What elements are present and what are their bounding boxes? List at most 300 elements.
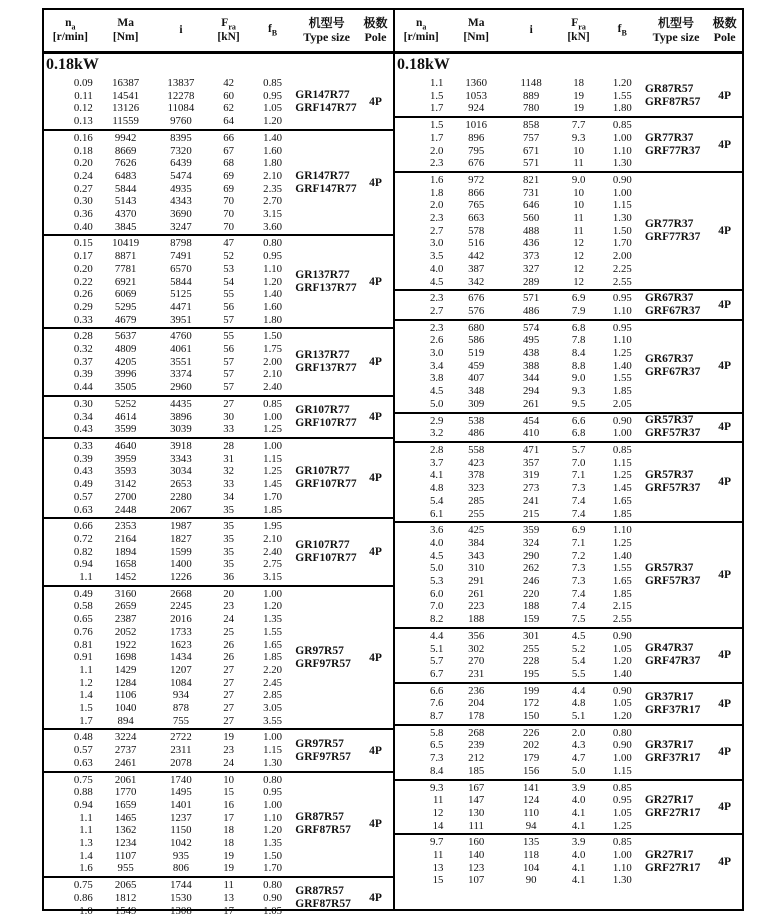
- fb-value: 1.55: [612, 562, 632, 575]
- na-value: 0.75: [73, 879, 93, 892]
- table-row: [395, 119, 645, 132]
- pole-value: 4P: [369, 275, 382, 288]
- fra-value: 35: [223, 503, 235, 516]
- i-value: 4935: [170, 182, 192, 195]
- pole-value: 4P: [369, 892, 382, 905]
- power-section-title: 0.18kW: [46, 56, 99, 73]
- na-value: 0.34: [73, 410, 93, 423]
- fra-value: 7.9: [571, 304, 586, 317]
- fra-value: 5.0: [571, 764, 586, 777]
- fb-value: 1.10: [263, 811, 283, 824]
- na-value: 8.2: [429, 613, 444, 626]
- i-value: 110: [523, 806, 540, 819]
- table-row: [395, 469, 645, 482]
- i-value: 1308: [170, 904, 192, 917]
- type-size-en: Type size: [303, 29, 351, 44]
- table-row: [395, 199, 645, 212]
- fra-value: 12: [573, 262, 584, 275]
- na-value: 2.6: [429, 334, 444, 347]
- na-value: 1.6: [429, 173, 444, 186]
- ma-value: 578: [468, 224, 485, 237]
- fb-value: 0.90: [612, 173, 632, 186]
- table-row: [395, 862, 645, 875]
- column-header-row: [395, 10, 742, 54]
- i-value: 2722: [170, 731, 192, 744]
- fb-value: 1.85: [612, 587, 632, 600]
- na-value: 0.30: [73, 195, 93, 208]
- i-value: 889: [523, 89, 540, 102]
- ma-value: 123: [468, 861, 485, 874]
- fb-value: 1.20: [263, 824, 283, 837]
- na-value: 0.17: [73, 250, 93, 263]
- fb-value: 3.15: [263, 208, 283, 221]
- fb-value: 2.20: [263, 663, 283, 676]
- i-value: 486: [523, 304, 540, 317]
- pole-en: Pole: [364, 29, 387, 44]
- fb-value: 1.10: [263, 262, 283, 275]
- fb-value: 1.35: [263, 613, 283, 626]
- table-row: [44, 744, 295, 757]
- table-row: [395, 334, 645, 347]
- fra-value: 7.1: [571, 536, 586, 549]
- fb-value: 2.10: [263, 368, 283, 381]
- table-row: [395, 537, 645, 550]
- fb-value: 2.85: [263, 689, 283, 702]
- ma-value: 255: [468, 507, 485, 520]
- fra-value: 17: [223, 904, 235, 917]
- na-value: 2.8: [429, 443, 444, 456]
- ma-value: 212: [468, 752, 485, 765]
- i-value: 359: [523, 524, 540, 537]
- table-row: [44, 301, 295, 314]
- i-value: 2245: [170, 600, 192, 613]
- ma-value: 407: [468, 372, 485, 385]
- pole-value: 4P: [718, 421, 732, 434]
- type-size-line: GRF97R57: [295, 750, 351, 763]
- fra-value: 9.0: [571, 173, 586, 186]
- na-value: 4.8: [429, 482, 444, 495]
- na-value: 0.30: [73, 397, 93, 410]
- pole-value: 4P: [718, 697, 732, 710]
- i-value: 118: [523, 849, 540, 862]
- ma-value: 160: [468, 836, 485, 849]
- i-value: 2280: [170, 490, 192, 503]
- i-value: 11084: [167, 102, 195, 115]
- fb-value: 0.95: [263, 250, 283, 263]
- pole-value: 4P: [369, 545, 382, 558]
- na-value: 5.7: [429, 655, 444, 668]
- fra-value: 12: [573, 250, 584, 263]
- ma-value: 1284: [114, 676, 137, 689]
- i-value: 5474: [170, 169, 192, 182]
- table-row: [395, 588, 645, 601]
- spec-group: [44, 131, 393, 237]
- ma-value: 3845: [114, 220, 137, 233]
- i-value: 1207: [170, 663, 192, 676]
- ma-value: 423: [468, 456, 485, 469]
- type-size-line: GR87R57: [295, 811, 344, 824]
- na-value: 6.7: [429, 667, 444, 680]
- fb-value: 1.85: [612, 385, 632, 398]
- na-value: 8.7: [429, 710, 444, 723]
- ma-value: 3599: [114, 423, 137, 436]
- table-row: [44, 478, 295, 491]
- ma-value: 2061: [114, 773, 137, 786]
- fb-value: 0.90: [612, 739, 632, 752]
- fra-value: 4.0: [571, 794, 586, 807]
- na-value: 0.36: [73, 208, 93, 221]
- i-value: 156: [523, 764, 540, 777]
- fb-value: 1.50: [263, 330, 283, 343]
- fb-value: 1.30: [612, 212, 632, 225]
- na-value: 0.49: [73, 587, 93, 600]
- column-header-row: [44, 10, 393, 54]
- fra-value: 16: [223, 798, 235, 811]
- rows-block: [395, 291, 645, 318]
- ma-value: 348: [468, 385, 485, 398]
- table-row: [44, 115, 295, 128]
- fra-value: 69: [223, 182, 235, 195]
- ma-value: 291: [468, 575, 485, 588]
- fb-value: 1.60: [263, 144, 283, 157]
- fb-value: 0.80: [612, 726, 632, 739]
- rows-block: [44, 773, 295, 877]
- fra-value: 68: [223, 157, 235, 170]
- fb-value: 2.00: [263, 355, 283, 368]
- i-value: 574: [523, 321, 540, 334]
- na-value: 0.72: [73, 532, 93, 545]
- col-header-ma: [97, 17, 155, 43]
- ma-value: 866: [468, 186, 485, 199]
- na-value: 0.66: [73, 520, 93, 533]
- fb-value: 0.90: [612, 414, 632, 427]
- table-row: [44, 558, 295, 571]
- rows-block: [395, 523, 645, 627]
- na-value: 2.9: [429, 414, 444, 427]
- ma-value: 302: [468, 642, 485, 655]
- i-value: 3247: [170, 220, 192, 233]
- fra-value: 4.5: [571, 629, 586, 642]
- table-row: [44, 639, 295, 652]
- na-value: 0.48: [73, 731, 93, 744]
- fb-value: 2.25: [612, 262, 632, 275]
- i-value: 2653: [170, 478, 192, 491]
- rows-block: [395, 414, 645, 441]
- type-size-line: GRF77R37: [644, 144, 701, 157]
- fra-unit: [kN]: [217, 31, 240, 44]
- fb-value: 1.00: [263, 731, 283, 744]
- pole-value: 4P: [718, 569, 732, 582]
- na-value: 0.57: [73, 744, 93, 757]
- i-value: 202: [523, 739, 540, 752]
- na-value: 0.44: [73, 381, 93, 394]
- type-size-line: GR97R57: [295, 737, 344, 750]
- fb-value: 1.15: [612, 199, 632, 212]
- fra-value: 9.5: [571, 397, 586, 410]
- table-row: [44, 504, 295, 517]
- table-row: [44, 102, 295, 115]
- ma-value: 2659: [114, 600, 137, 613]
- table-row: [44, 330, 295, 343]
- fb-value: 1.45: [263, 478, 283, 491]
- ma-value: 309: [468, 397, 485, 410]
- table-row: [395, 225, 645, 238]
- i-value: 159: [523, 613, 540, 626]
- fb-value: 1.25: [612, 469, 632, 482]
- ma-symbol: Ma: [467, 17, 485, 30]
- fra-value: 57: [223, 313, 235, 326]
- fb-value: 2.10: [263, 532, 283, 545]
- table-row: [44, 571, 295, 584]
- i-value: 4471: [170, 300, 192, 313]
- i-value: 90: [525, 874, 537, 887]
- type-size-line: GR37R17: [644, 739, 694, 752]
- type-size-line: GR37R17: [644, 690, 694, 703]
- ma-value: 147: [468, 794, 485, 807]
- pole-value: 4P: [718, 298, 732, 311]
- i-value: 2311: [170, 744, 192, 757]
- na-value: 0.16: [73, 131, 93, 144]
- na-value: 5.4: [429, 494, 444, 507]
- i-value: 179: [523, 752, 540, 765]
- type-size-line: GRF147R77: [295, 182, 357, 195]
- type-size-label: [295, 439, 358, 517]
- table-row: [44, 837, 295, 850]
- ma-value: 4640: [114, 439, 137, 452]
- table-row: [44, 689, 295, 702]
- i-value: 3374: [170, 368, 192, 381]
- na-value: 0.76: [73, 625, 93, 638]
- ma-value: 2387: [114, 613, 137, 626]
- type-size-line: GRF67R37: [644, 366, 701, 379]
- ma-value: 356: [468, 629, 485, 642]
- table-row: [44, 195, 295, 208]
- type-size-line: GRF87R57: [295, 898, 351, 911]
- na-value: 0.20: [73, 262, 93, 275]
- table-row: [395, 263, 645, 276]
- rows-block: [395, 835, 645, 888]
- na-value: 5.1: [429, 642, 444, 655]
- table-row: [44, 862, 295, 875]
- type-size-line: GRF67R37: [644, 304, 701, 317]
- ma-value: 459: [468, 359, 485, 372]
- table-row: [44, 879, 295, 892]
- fra-value: 34: [223, 490, 235, 503]
- fb-value: 1.05: [263, 102, 283, 115]
- type-size-line: GRF57R37: [644, 482, 701, 495]
- table-row: [395, 685, 645, 698]
- type-size-line: GRF47R37: [644, 655, 701, 668]
- spec-group: [395, 523, 742, 629]
- fb-symbol: $f_B$: [267, 23, 278, 38]
- fb-value: 1.55: [612, 372, 632, 385]
- rows-block: [44, 236, 295, 327]
- type-size-line: GR77R37: [644, 218, 694, 231]
- i-value: 571: [523, 157, 540, 170]
- fra-value: 4.8: [571, 697, 586, 710]
- fra-value: 19: [223, 862, 235, 875]
- pole-value: 4P: [369, 356, 382, 369]
- fb-value: 1.40: [263, 288, 283, 301]
- table-row: [44, 774, 295, 787]
- spec-group: [44, 397, 393, 439]
- na-value: 3.4: [429, 359, 444, 372]
- ma-value: 1812: [114, 891, 137, 904]
- fra-value: 2.0: [571, 726, 586, 739]
- ma-value: 185: [468, 764, 485, 777]
- fra-value: 5.7: [571, 443, 586, 456]
- ma-value: 2700: [114, 490, 137, 503]
- table-row: [395, 710, 645, 723]
- table-row: [395, 562, 645, 575]
- fra-value: 3.9: [571, 781, 586, 794]
- i-value: 6439: [170, 157, 192, 170]
- fb-value: 1.50: [612, 224, 632, 237]
- ma-value: 2448: [114, 503, 137, 516]
- fb-value: 1.85: [612, 507, 632, 520]
- spec-group: [395, 443, 742, 523]
- i-value: 436: [523, 237, 540, 250]
- fb-value: 1.15: [612, 764, 632, 777]
- fra-value: 30: [223, 410, 235, 423]
- fra-value: 57: [223, 381, 235, 394]
- fra-value: 11: [573, 157, 584, 170]
- fb-value: 1.10: [612, 524, 632, 537]
- type-size-line: GRF37R17: [644, 703, 701, 716]
- ma-value: 924: [468, 102, 485, 115]
- table-row: [44, 170, 295, 183]
- table-row: [395, 187, 645, 200]
- rows-block: [44, 519, 295, 585]
- fra-value: 4.0: [571, 849, 586, 862]
- fb-value: 1.10: [612, 861, 632, 874]
- i-value: 1400: [170, 558, 192, 571]
- ma-unit: [Nm]: [112, 30, 139, 43]
- i-value: 215: [523, 507, 540, 520]
- fra-value: 57: [223, 355, 235, 368]
- i-value: 5125: [170, 288, 192, 301]
- na-value: 0.49: [73, 478, 93, 491]
- fra-value: 23: [223, 744, 235, 757]
- table-row: [44, 411, 295, 424]
- fra-value: 13: [223, 891, 235, 904]
- type-size-label: [295, 878, 358, 918]
- fb-value: 2.35: [263, 182, 283, 195]
- fra-value: 27: [223, 676, 235, 689]
- rows-block: [395, 173, 645, 289]
- na-value: 0.86: [73, 891, 93, 904]
- fra-value: 25: [223, 625, 235, 638]
- type-size-line: GRF107R77: [295, 416, 357, 429]
- type-size-line: GR147R77: [295, 89, 350, 102]
- na-value: 0.65: [73, 613, 93, 626]
- na-value: 9.3: [429, 781, 444, 794]
- i-value: 1434: [170, 651, 192, 664]
- type-size-line: GR67R37: [644, 353, 694, 366]
- i-value: 1401: [170, 798, 192, 811]
- na-value: 0.20: [73, 157, 93, 170]
- i-value: 2960: [170, 381, 192, 394]
- fb-value: 2.00: [612, 250, 632, 263]
- spec-groups-container: [44, 76, 393, 918]
- fra-value: 7.3: [571, 562, 586, 575]
- type-size-line: GR87R57: [295, 885, 344, 898]
- ma-unit: [Nm]: [463, 30, 489, 43]
- ma-value: 1234: [114, 837, 137, 850]
- type-size-line: GRF107R77: [295, 551, 357, 564]
- na-value: 1.1: [429, 77, 444, 89]
- fra-value: 9.3: [571, 131, 586, 144]
- table-row: [395, 90, 645, 103]
- table-row: [395, 643, 645, 656]
- fra-value: 32: [223, 465, 235, 478]
- na-value: 1.7: [429, 131, 444, 144]
- na-value: 1.6: [79, 862, 93, 875]
- na-value: 9.7: [429, 836, 444, 849]
- table-row: [395, 132, 645, 145]
- fra-value: 7.4: [571, 507, 586, 520]
- na-value: 4.5: [429, 275, 444, 288]
- fb-value: 1.20: [263, 600, 283, 613]
- table-row: [395, 482, 645, 495]
- spec-group: [44, 773, 393, 879]
- right-panel: [393, 10, 742, 909]
- na-value: 0.09: [73, 77, 93, 89]
- ma-value: 1429: [114, 663, 137, 676]
- ma-value: 4809: [114, 343, 137, 356]
- fb-value: 1.00: [263, 439, 283, 452]
- type-size-label: [295, 519, 358, 585]
- spec-group: [395, 321, 742, 414]
- ma-value: 3959: [114, 452, 137, 465]
- table-row: [44, 786, 295, 799]
- i-value: 3951: [170, 313, 192, 326]
- rows-block: [44, 730, 295, 770]
- rows-block: [395, 629, 645, 682]
- i-value: 3034: [170, 465, 192, 478]
- fra-value: 67: [223, 144, 235, 157]
- ma-value: 538: [468, 414, 485, 427]
- na-value: 1.5: [429, 119, 444, 132]
- fra-value: 52: [223, 250, 235, 263]
- ma-value: 972: [468, 173, 485, 186]
- fb-value: 2.15: [612, 600, 632, 613]
- na-value: 1.7: [429, 102, 444, 115]
- fb-value: 1.40: [612, 549, 632, 562]
- ma-value: 1658: [114, 558, 137, 571]
- pole-value: 4P: [369, 96, 382, 109]
- ma-value: 5637: [114, 330, 137, 343]
- fb-value: 1.25: [612, 536, 632, 549]
- fb-value: 2.05: [612, 397, 632, 410]
- table-row: [44, 613, 295, 626]
- ma-value: 955: [117, 862, 134, 875]
- fb-value: 1.10: [612, 144, 632, 157]
- fra-value: 12: [573, 237, 584, 250]
- table-row: [44, 465, 295, 478]
- col-header-pole: [707, 17, 742, 45]
- fb-value: 0.80: [263, 773, 283, 786]
- fb-value: 1.25: [263, 423, 283, 436]
- fra-value: 7.4: [571, 494, 586, 507]
- fb-value: 2.70: [263, 195, 283, 208]
- i-value: 319: [523, 469, 540, 482]
- type-size-cn: 机型号: [658, 15, 695, 30]
- fra-value: 10: [573, 186, 584, 199]
- pole-value: 4P: [369, 818, 382, 831]
- spec-group: [44, 519, 393, 587]
- table-row: [44, 440, 295, 453]
